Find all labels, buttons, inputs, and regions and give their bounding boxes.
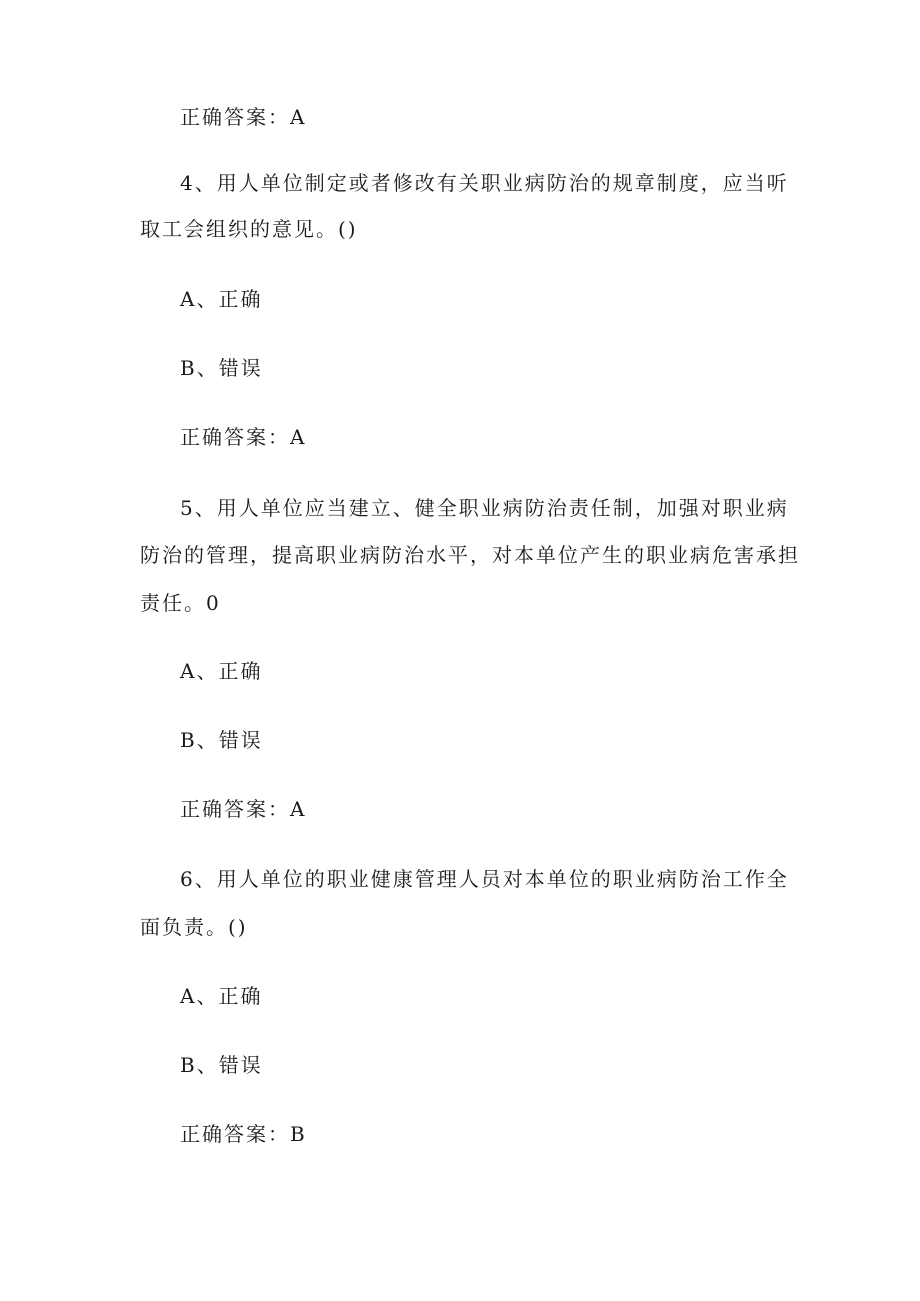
question-5-option-a: A、正确 — [180, 659, 263, 683]
question-6-option-b: B、错误 — [180, 1053, 263, 1077]
question-6-answer: 正确答案：B — [180, 1122, 307, 1146]
question-4-answer: 正确答案：A — [180, 425, 307, 449]
question-5-line-1: 5、用人单位应当建立、健全职业病防治责任制，加强对职业病 — [180, 496, 789, 520]
question-4-line-1: 4、用人单位制定或者修改有关职业病防治的规章制度，应当听 — [180, 171, 789, 195]
answer-q3: 正确答案：A — [180, 105, 307, 129]
question-4-option-a: A、正确 — [180, 287, 263, 311]
question-6-line-1: 6、用人单位的职业健康管理人员对本单位的职业病防治工作全 — [180, 867, 789, 891]
question-4-line-2: 取工会组织的意见。() — [140, 217, 358, 241]
question-5-line-2: 防治的管理，提高职业病防治水平，对本单位产生的职业病危害承担 — [140, 543, 800, 567]
question-4-option-b: B、错误 — [180, 356, 263, 380]
question-5-option-b: B、错误 — [180, 728, 263, 752]
question-6-option-a: A、正确 — [180, 984, 263, 1008]
question-5-answer: 正确答案：A — [180, 797, 307, 821]
question-5-line-3: 责任。0 — [140, 591, 221, 615]
question-6-line-2: 面负责。() — [140, 915, 248, 939]
